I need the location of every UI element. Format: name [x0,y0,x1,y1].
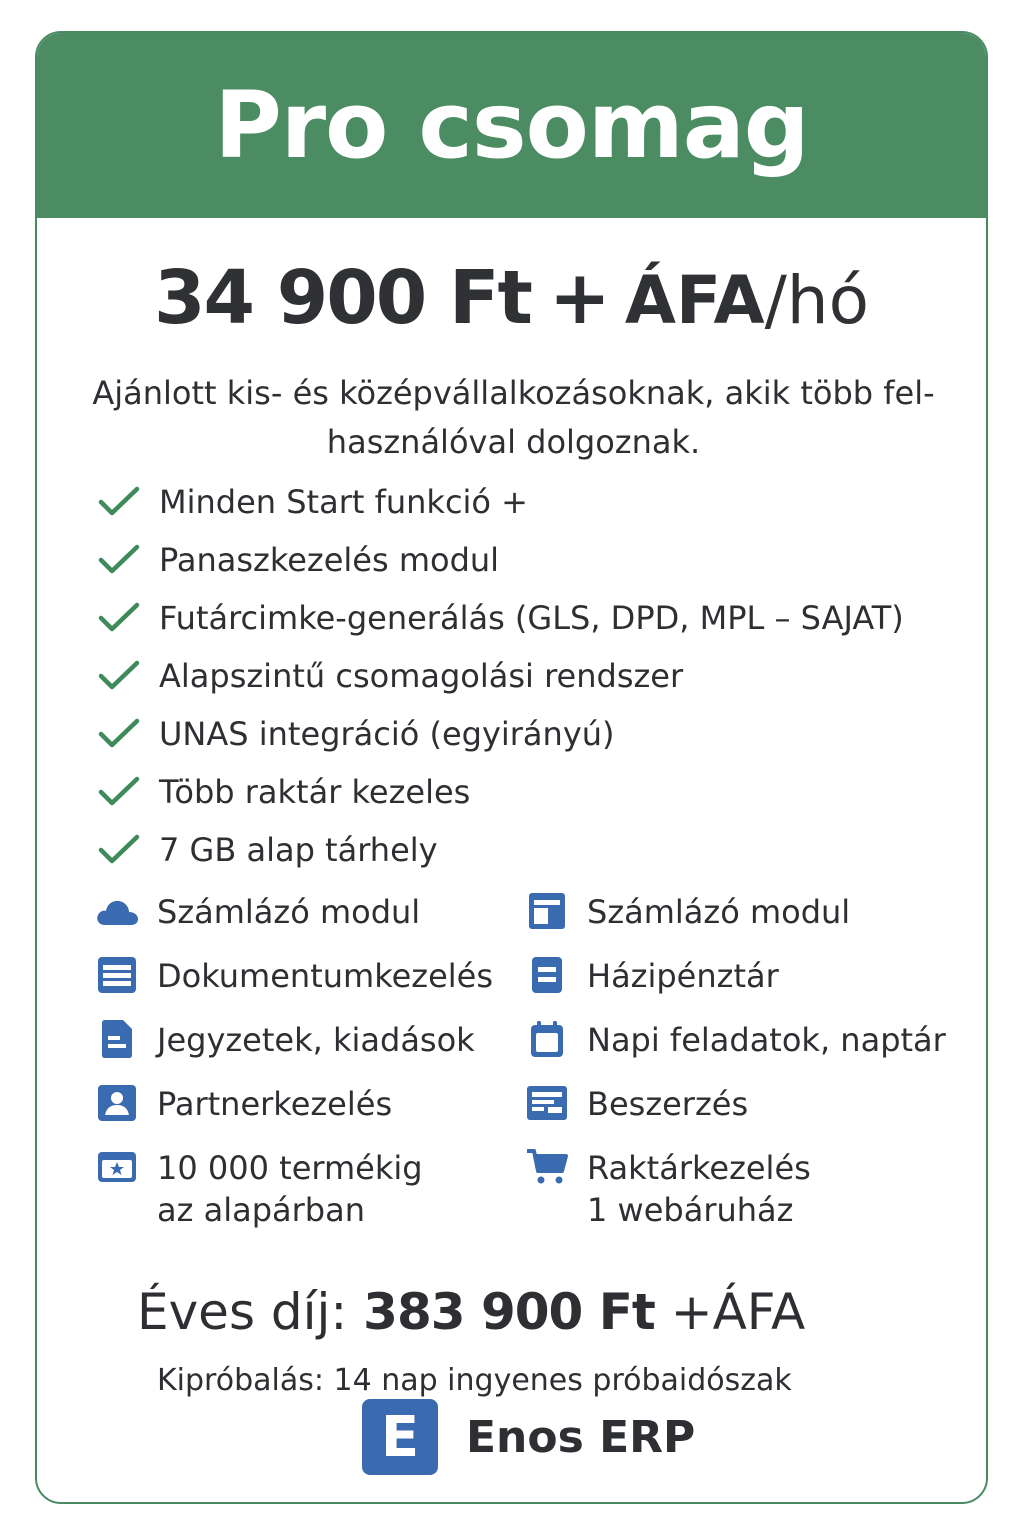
cart-icon [525,1147,569,1187]
feature-item [97,589,904,647]
monthly-price [37,255,986,341]
annual-fee [137,1283,805,1341]
module-item-procurement [525,1073,955,1137]
module-label: Beszerzés [587,1085,749,1123]
annual-fee-amount: 383 900 Ft [363,1283,655,1341]
module-label: Házipénztár [587,957,779,995]
feature-item [97,531,904,589]
checkmark-icon [97,485,141,519]
module-item-partners [95,1073,525,1137]
feature-label: Alapszintű csomagolási rendszer [159,657,684,695]
card-header [37,33,986,218]
feature-item [97,705,904,763]
price-period: /hó [764,262,870,339]
price-vat: ÁFA [624,262,765,339]
feature-item [97,647,904,705]
star-box-icon [95,1147,139,1187]
module-label [587,1147,811,1231]
feature-item [97,473,904,531]
module-item-notes [95,1009,525,1073]
module-label: Partnerkezelés [157,1085,393,1123]
module-label: Napi feladatok, naptár [587,1021,946,1059]
brand-name: Enos ERP [466,1411,696,1463]
procurement-icon [525,1083,569,1123]
person-icon [95,1083,139,1123]
module-label: Dokumentumkezelés [157,957,493,995]
feature-label: Panaszkezelés modul [159,541,500,579]
cash-register-icon [525,955,569,995]
feature-item [97,763,904,821]
module-item-products [95,1137,525,1257]
module-item-warehouse [525,1137,955,1257]
module-grid [95,881,955,1229]
module-label: Jegyzetek, kiadások [157,1021,475,1059]
module-item-documents [95,945,525,1009]
document-list-icon [95,955,139,995]
module-label-line2: az alapárban [157,1191,365,1229]
module-item-petty-cash [525,945,955,1009]
module-label [157,1147,423,1231]
cloud-icon [95,891,139,931]
feature-list [97,473,904,879]
checkmark-icon [97,717,141,751]
annual-fee-label: Éves díj: [137,1283,348,1341]
brand-logo: E [362,1399,438,1475]
feature-label: Több raktár kezeles [159,773,471,811]
module-item-invoicing-2 [525,881,955,945]
plan-title: Pro csomag [214,71,809,179]
annual-fee-suffix: +ÁFA [670,1283,806,1341]
checkmark-icon [97,833,141,867]
plan-description: Ajánlott kis- és középvállalkozásoknak, akik több fel-használóval dolgoznak. [92,374,935,461]
checkmark-icon [97,775,141,809]
notes-icon [95,1019,139,1059]
module-label-line1: 10 000 termékig [157,1149,423,1187]
trial-info: Kipróbalás: 14 nap ingyenes próbaidószak [157,1363,792,1398]
module-item-calendar [525,1009,955,1073]
feature-label: UNAS integráció (egyirányú) [159,715,615,753]
module-label: Számlázó modul [587,893,851,931]
price-amount: 34 900 Ft [153,255,531,341]
module-item-invoicing [95,881,525,945]
module-label-line2: 1 webáruház [587,1191,794,1229]
checkmark-icon [97,543,141,577]
brand [362,1399,695,1475]
module-label: Számlázó modul [157,893,421,931]
feature-label: Futárcimke-generálás (GLS, DPD, MPL – SAJAT) [159,599,904,637]
checkmark-icon [97,659,141,693]
feature-item [97,821,904,879]
calendar-icon [525,1019,569,1059]
pricing-card [35,31,988,1504]
module-label-line1: Raktárkezelés [587,1149,811,1187]
price-plus: + [548,255,611,341]
feature-label: Minden Start funkció + [159,483,528,521]
checkmark-icon [97,601,141,635]
feature-label: 7 GB alap tárhely [159,831,438,869]
invoice-icon [525,891,569,931]
